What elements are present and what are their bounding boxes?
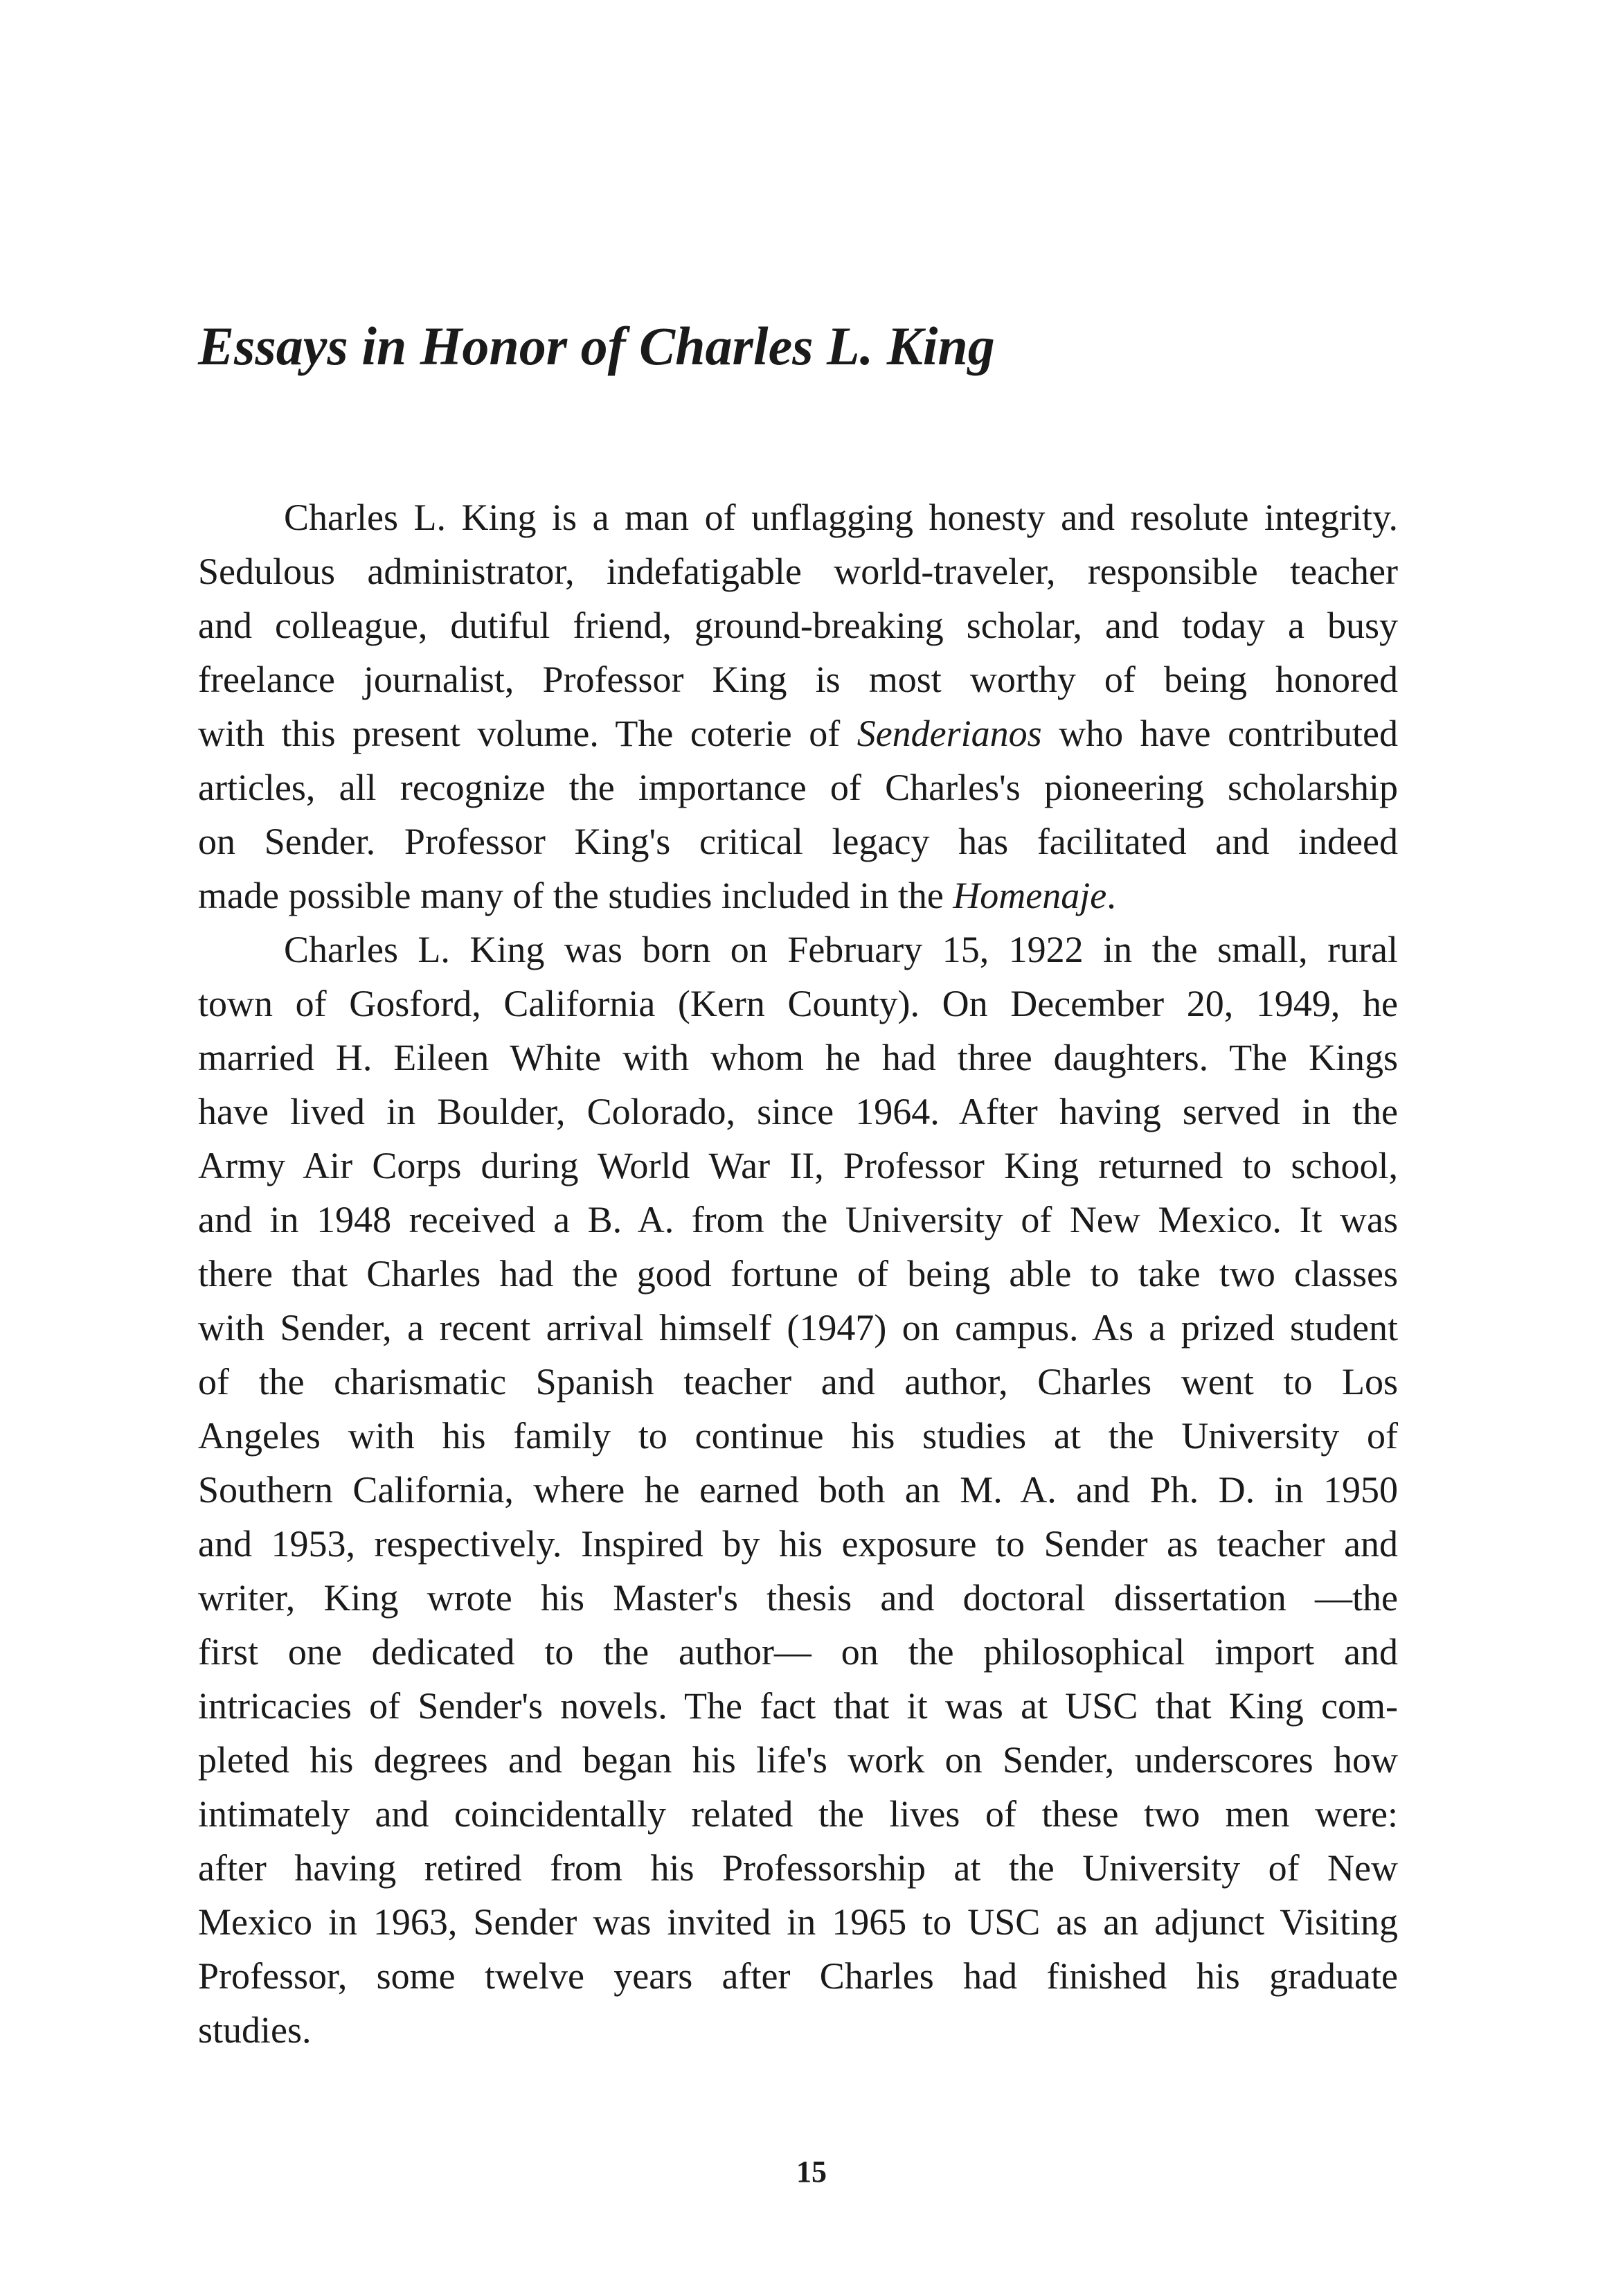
paragraph-line: town of Gosford, California (Kern County). On December 20, 1949, he <box>198 983 1398 1024</box>
body-text <box>198 490 1398 2057</box>
paragraph-line-mixed <box>198 706 1398 760</box>
paragraph-line-mixed <box>198 869 1398 923</box>
paragraph-line: freelance journalist, Professor King is most worthy of being honored <box>198 659 1398 700</box>
paragraph-line: pleted his degrees and began his life's work on Sender, underscores how <box>198 1739 1398 1781</box>
paragraph-line: Army Air Corps during World War II, Professor King returned to school, <box>198 1145 1398 1186</box>
paragraph-line: after having retired from his Professorship at the University of New <box>198 1847 1398 1889</box>
text-run: made possible many of the studies included in the <box>198 875 953 916</box>
paragraph-line: with Sender, a recent arrival himself (1947) on campus. As a prized student <box>198 1307 1398 1349</box>
paragraph-line: Mexico in 1963, Sender was invited in 1965 to USC as an adjunct Visiting <box>198 1901 1398 1943</box>
text-run: . <box>1106 875 1116 916</box>
paragraph-line: studies. <box>198 2009 312 2051</box>
paragraph-line: and 1953, respectively. Inspired by his exposure to Sender as teacher and <box>198 1523 1398 1565</box>
paragraph-line: Professor, some twelve years after Charles had finished his graduate <box>198 1955 1398 1997</box>
italic-term: Senderianos <box>857 713 1042 754</box>
paragraph-line: of the charismatic Spanish teacher and author, Charles went to Los <box>198 1361 1398 1403</box>
paragraph-line: married H. Eileen White with whom he had three daughters. The Kings <box>198 1037 1398 1078</box>
paragraph-line: Angeles with his family to continue his studies at the University of <box>198 1415 1398 1457</box>
paragraph-line: on Sender. Professor King's critical legacy has facilitated and indeed <box>198 821 1398 862</box>
paragraph-line: Sedulous administrator, indefatigable world-traveler, responsible teacher <box>198 551 1398 592</box>
paragraph-line: Southern California, where he earned both an M. A. and Ph. D. in 1950 <box>198 1469 1398 1511</box>
paragraph-line: there that Charles had the good fortune of being able to take two classes <box>198 1253 1398 1294</box>
text-run: who have contributed <box>1041 713 1398 754</box>
paragraph-line: Charles L. King is a man of unflagging honesty and resolute integrity. <box>284 497 1398 538</box>
paragraph-line: have lived in Boulder, Colorado, since 1964. After having served in the <box>198 1091 1398 1132</box>
page-title: Essays in Honor of Charles L. King <box>198 316 995 376</box>
text-run: with this present volume. The coterie of <box>198 713 857 754</box>
page-number: 15 <box>796 2155 827 2189</box>
paragraph-line: intricacies of Sender's novels. The fact that it was at USC that King com- <box>198 1685 1398 1727</box>
italic-term: Homenaje <box>953 875 1107 916</box>
paragraph-line: Charles L. King was born on February 15, 1922 in the small, rural <box>284 929 1398 970</box>
paragraph-line: and colleague, dutiful friend, ground-breaking scholar, and today a busy <box>198 605 1398 646</box>
paragraph-line: articles, all recognize the importance of Charles's pioneering scholarship <box>198 767 1398 808</box>
paragraph-line: first one dedicated to the author— on the philosophical import and <box>198 1631 1398 1673</box>
paragraph-line: and in 1948 received a B. A. from the University of New Mexico. It was <box>198 1199 1398 1240</box>
paragraph-line: intimately and coincidentally related the lives of these two men were: <box>198 1793 1398 1835</box>
paragraph-line: writer, King wrote his Master's thesis and doctoral dissertation —the <box>198 1577 1398 1619</box>
